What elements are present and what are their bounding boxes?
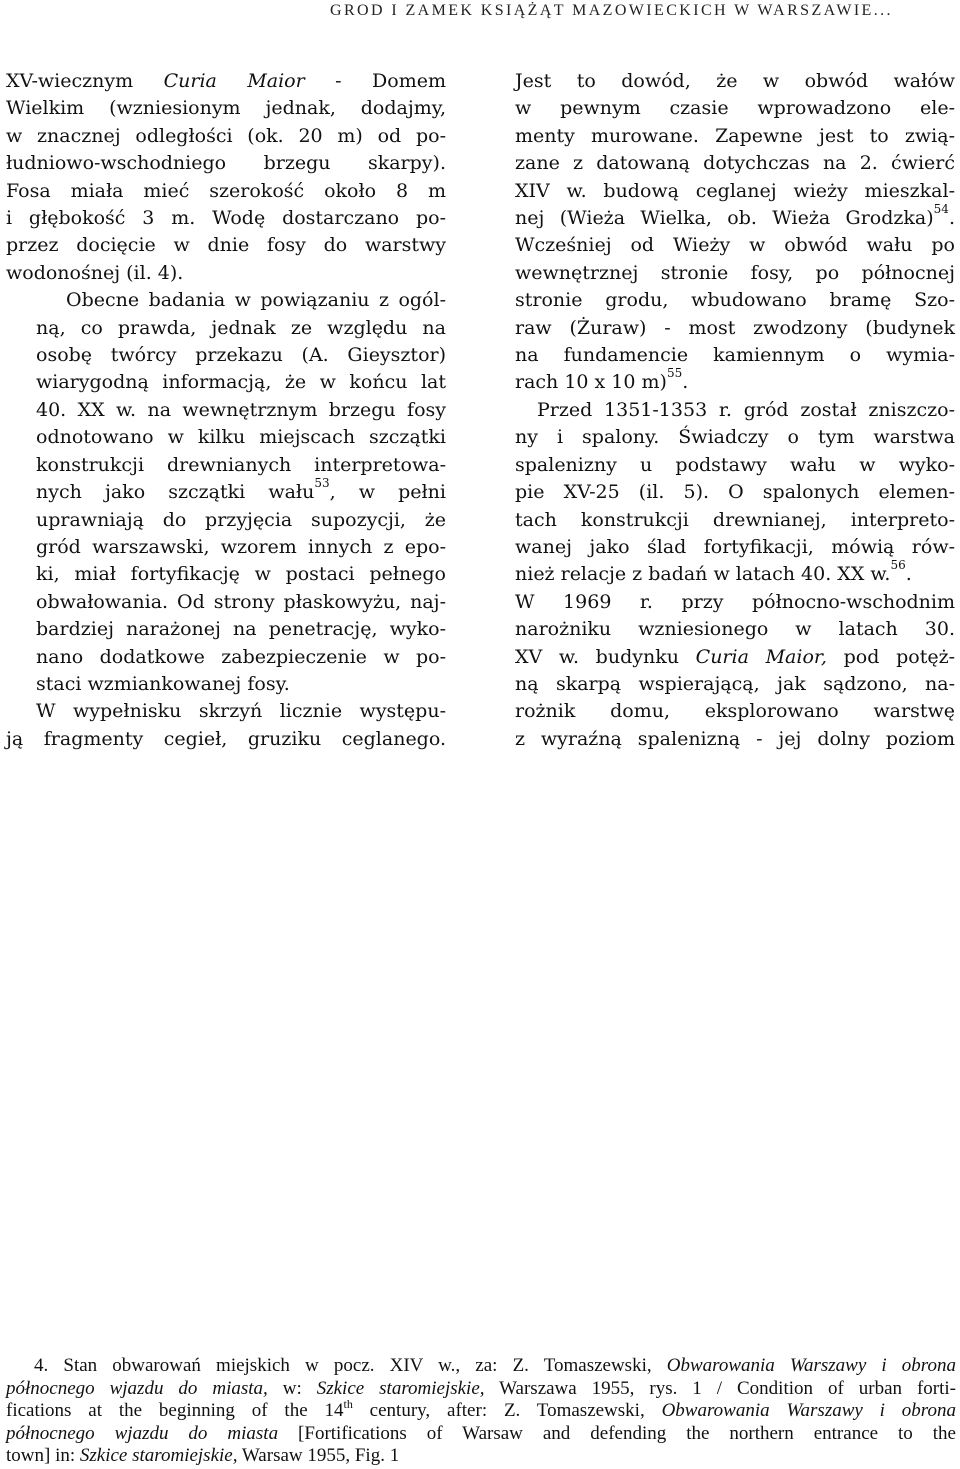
text-line: obwałowania. Od strony płaskowyżu, naj- xyxy=(36,590,446,613)
text-line: ny i spalony. Świadczy o tym warstwa xyxy=(515,426,955,449)
text-line: na fundamencie kamiennym o wymia- xyxy=(515,344,955,367)
text-line: odnotowano w kilku miejscach szczątki xyxy=(36,426,446,449)
text-line: XIV w. budową ceglanej wieży mieszkal- xyxy=(515,179,955,202)
text-line: XV w. budynku Curia Maior, pod potęż- xyxy=(515,645,956,668)
text-line: tach konstrukcji drewnianej, interpreto- xyxy=(515,508,955,531)
text-line: rożnik domu, eksplorowano warstwę xyxy=(515,700,955,723)
text-line: Wielkim (wzniesionym jednak, dodajmy, xyxy=(6,97,446,120)
text-line: pie XV-25 (il. 5). O spalonych elemen- xyxy=(515,481,955,504)
text-line: W 1969 r. przy północno-wschodnim xyxy=(515,590,955,613)
text-line: nież relacje z badań w latach 40. XX w.$^{56}$. xyxy=(515,558,912,586)
text-line: w znacznej odległości (ok. 20 m) od po- xyxy=(6,124,446,147)
text-line: XV-wiecznym Curia Maior - Domem xyxy=(6,70,447,92)
text-line: Fosa miała mieć szerokość około 8 m xyxy=(6,179,446,202)
text-line: wodonośnej (il. 4). xyxy=(6,261,184,284)
text-line: ki, miał fortyfikację w postaci pełnego xyxy=(36,563,446,586)
caption-line: północnego wjazdu do miasta [Fortifications of Warsaw and defending the northern entrance to the xyxy=(6,1422,956,1444)
text-line: Jest to dowód, że w obwód wałów xyxy=(515,70,955,92)
text-line: przez docięcie w dnie fosy do warstwy xyxy=(6,234,446,257)
caption-line: 4. Stan obwarowań miejskich w pocz. XIV w., za: Z. Tomaszewski, Obwarowania Warszawy i obrona xyxy=(34,1355,956,1376)
text-line: ną, co prawda, jednak ze względu na xyxy=(36,316,446,339)
text-line: raw (Żuraw) - most zwodzony (budynek xyxy=(515,316,955,339)
text-line: zane z datowaną dotychczas na 2. ćwierć xyxy=(515,152,955,175)
text-line: menty murowane. Zapewne jest to zwią- xyxy=(515,124,955,147)
paragraph xyxy=(6,287,446,698)
text-line: wewnętrznej stronie fosy, po północnej xyxy=(515,261,955,284)
text-line: nej (Wieża Wielka, ob. Wieża Grodzka)$^{54}$. xyxy=(515,202,955,230)
running-header: GROD I ZAMEK KSIĄŻĄT MAZOWIECKICH W WARSZAWIE... xyxy=(330,2,893,19)
footnote-ref: 54 xyxy=(933,202,949,217)
footnote-ref: 55 xyxy=(666,366,683,381)
figure-caption xyxy=(6,1355,956,1468)
text-line: narożniku wzniesionego w latach 30. xyxy=(515,618,955,641)
paragraph xyxy=(6,698,446,753)
text-line: gród warszawski, wzorem innych z epo- xyxy=(36,535,446,558)
text-line: bardziej narażonej na penetrację, wyko- xyxy=(36,618,446,641)
text-line: uprawniają do przyjęcia supozycji, że xyxy=(36,508,446,531)
text-line: rach 10 x 10 m)$^{55}$. xyxy=(515,366,689,394)
text-line: i głębokość 3 m. Wodę dostarczano po- xyxy=(6,207,446,230)
caption-line: fications at the beginning of the 14th century, after: Z. Tomaszewski, Obwarowania Warszawy i obrona xyxy=(6,1397,956,1422)
text-line: nano dodatkowe zabezpieczenie w po- xyxy=(36,645,446,668)
text-line: 40. XX w. na wewnętrznym brzegu fosy xyxy=(36,398,446,421)
text-line: Wcześniej od Wieży w obwód wału po xyxy=(515,234,955,257)
right-column xyxy=(515,68,955,753)
text-line: spalenizny u podstawy wału w wyko- xyxy=(515,453,955,476)
left-column xyxy=(6,68,446,753)
caption-line: północnego wjazdu do miasta, w: Szkice staromiejskie, Warszawa 1955, rys. 1 / Condition of urban forti- xyxy=(6,1377,957,1399)
text-line: nych jako szczątki wału$^{53}$, w pełni xyxy=(36,476,446,504)
text-line: Przed 1351-1353 r. gród został zniszczo- xyxy=(537,398,955,421)
paragraph xyxy=(6,68,446,287)
caption-line: town] in: Szkice staromiejskie, Warsaw 1955, Fig. 1 xyxy=(6,1445,400,1467)
text-line: łudniowo-wschodniego brzegu skarpy). xyxy=(6,152,446,175)
footnote-ref: 53 xyxy=(314,476,330,491)
footnote-ref: 56 xyxy=(890,558,906,573)
paragraph xyxy=(515,68,955,397)
text-line: ją fragmenty cegieł, gruziku ceglanego. xyxy=(6,727,446,750)
text-line: W wypełnisku skrzyń licznie występu- xyxy=(36,700,446,723)
text-line: Obecne badania w powiązaniu z ogól- xyxy=(66,289,446,312)
text-line: konstrukcji drewnianych interpretowa- xyxy=(36,453,446,476)
text-line: stronie grodu, wbudowano bramę Szo- xyxy=(515,289,955,312)
text-line: w pewnym czasie wprowadzono ele- xyxy=(515,97,955,120)
text-line: z wyraźną spalenizną - jej dolny poziom xyxy=(515,727,955,750)
text-line: staci wzmiankowanej fosy. xyxy=(36,672,290,695)
text-line: ną skarpą wspierającą, jak sądzono, na- xyxy=(515,672,955,695)
text-line: wiarygodną informacją, że w końcu lat xyxy=(36,371,446,394)
text-line: wanej jako ślad fortyfikacji, mówią rów- xyxy=(515,535,955,558)
text-line: osobę twórcy przekazu (A. Gieysztor) xyxy=(36,344,446,367)
paragraph xyxy=(515,397,955,753)
